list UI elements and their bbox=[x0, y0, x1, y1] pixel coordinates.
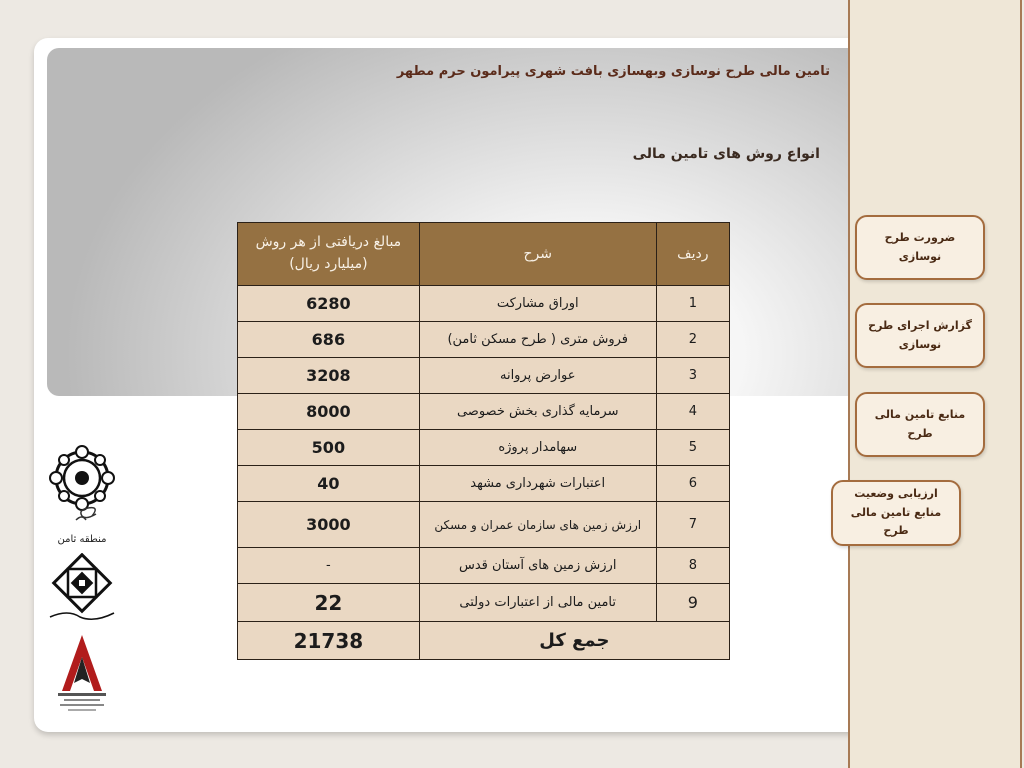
table-row bbox=[238, 394, 730, 430]
total-label: جمع کل bbox=[419, 622, 729, 660]
row-amount: 500 bbox=[238, 430, 420, 466]
row-description: ارزش زمین های آستان قدس bbox=[419, 548, 656, 584]
nav-button-financing-evaluation[interactable]: ارزیابی وضعیت منابع تامین مالی طرح bbox=[831, 480, 961, 546]
municipality-logo-icon bbox=[40, 440, 124, 530]
table-row bbox=[238, 548, 730, 584]
table-header-row bbox=[238, 223, 730, 286]
row-number: 8 bbox=[656, 548, 729, 584]
row-number: 6 bbox=[656, 466, 729, 502]
housing-company-logo-icon bbox=[40, 553, 124, 625]
table-row bbox=[238, 322, 730, 358]
row-description: سرمایه گذاری بخش خصوصی bbox=[419, 394, 656, 430]
row-description: اعتبارات شهرداری مشهد bbox=[419, 466, 656, 502]
engineering-company-logo-icon bbox=[40, 631, 124, 721]
row-number: 5 bbox=[656, 430, 729, 466]
nav-button-financing-sources[interactable]: منابع تامین مالی طرح bbox=[855, 392, 985, 457]
nav-button-renovation-necessity[interactable]: ضرورت طرح نوسازی bbox=[855, 215, 985, 280]
row-description: ارزش زمین های سازمان عمران و مسکن bbox=[419, 502, 656, 548]
financing-table bbox=[237, 222, 730, 660]
row-description: تامین مالی از اعتبارات دولتی bbox=[419, 584, 656, 622]
row-description: فروش متری ( طرح مسکن ثامن) bbox=[419, 322, 656, 358]
row-number: 7 bbox=[656, 502, 729, 548]
table-row bbox=[238, 584, 730, 622]
row-description: عوارض پروانه bbox=[419, 358, 656, 394]
side-navigation-panel bbox=[848, 0, 1022, 768]
nav-button-renovation-report[interactable]: گزارش اجرای طرح نوسازی bbox=[855, 303, 985, 368]
table-row bbox=[238, 286, 730, 322]
row-amount: 40 bbox=[238, 466, 420, 502]
page-title: تامین مالی طرح نوسازی وبهسازی بافت شهری پیرامون حرم مطهر bbox=[396, 64, 830, 79]
row-amount: - bbox=[238, 548, 420, 584]
logo-column bbox=[40, 440, 124, 725]
row-description: سهامدار پروژه bbox=[419, 430, 656, 466]
row-number: 4 bbox=[656, 394, 729, 430]
header-description: شرح bbox=[419, 223, 656, 286]
table-row bbox=[238, 358, 730, 394]
table-row bbox=[238, 430, 730, 466]
row-amount: 3208 bbox=[238, 358, 420, 394]
municipality-caption: منطقه ثامن bbox=[57, 534, 107, 545]
section-subtitle: انواع روش های تامین مالی bbox=[632, 146, 820, 162]
row-number: 1 bbox=[656, 286, 729, 322]
header-row-number: ردیف bbox=[656, 223, 729, 286]
row-amount: 686 bbox=[238, 322, 420, 358]
table-total-row bbox=[238, 622, 730, 660]
table-row bbox=[238, 466, 730, 502]
row-number: 9 bbox=[656, 584, 729, 622]
row-amount: 6280 bbox=[238, 286, 420, 322]
table-row bbox=[238, 502, 730, 548]
row-amount: 8000 bbox=[238, 394, 420, 430]
row-amount: 22 bbox=[238, 584, 420, 622]
row-number: 3 bbox=[656, 358, 729, 394]
row-number: 2 bbox=[656, 322, 729, 358]
header-amount: مبالغ دریافتی از هر روش (میلیارد ریال) bbox=[238, 223, 420, 286]
row-description: اوراق مشارکت bbox=[419, 286, 656, 322]
total-value: 21738 bbox=[238, 622, 420, 660]
row-amount: 3000 bbox=[238, 502, 420, 548]
